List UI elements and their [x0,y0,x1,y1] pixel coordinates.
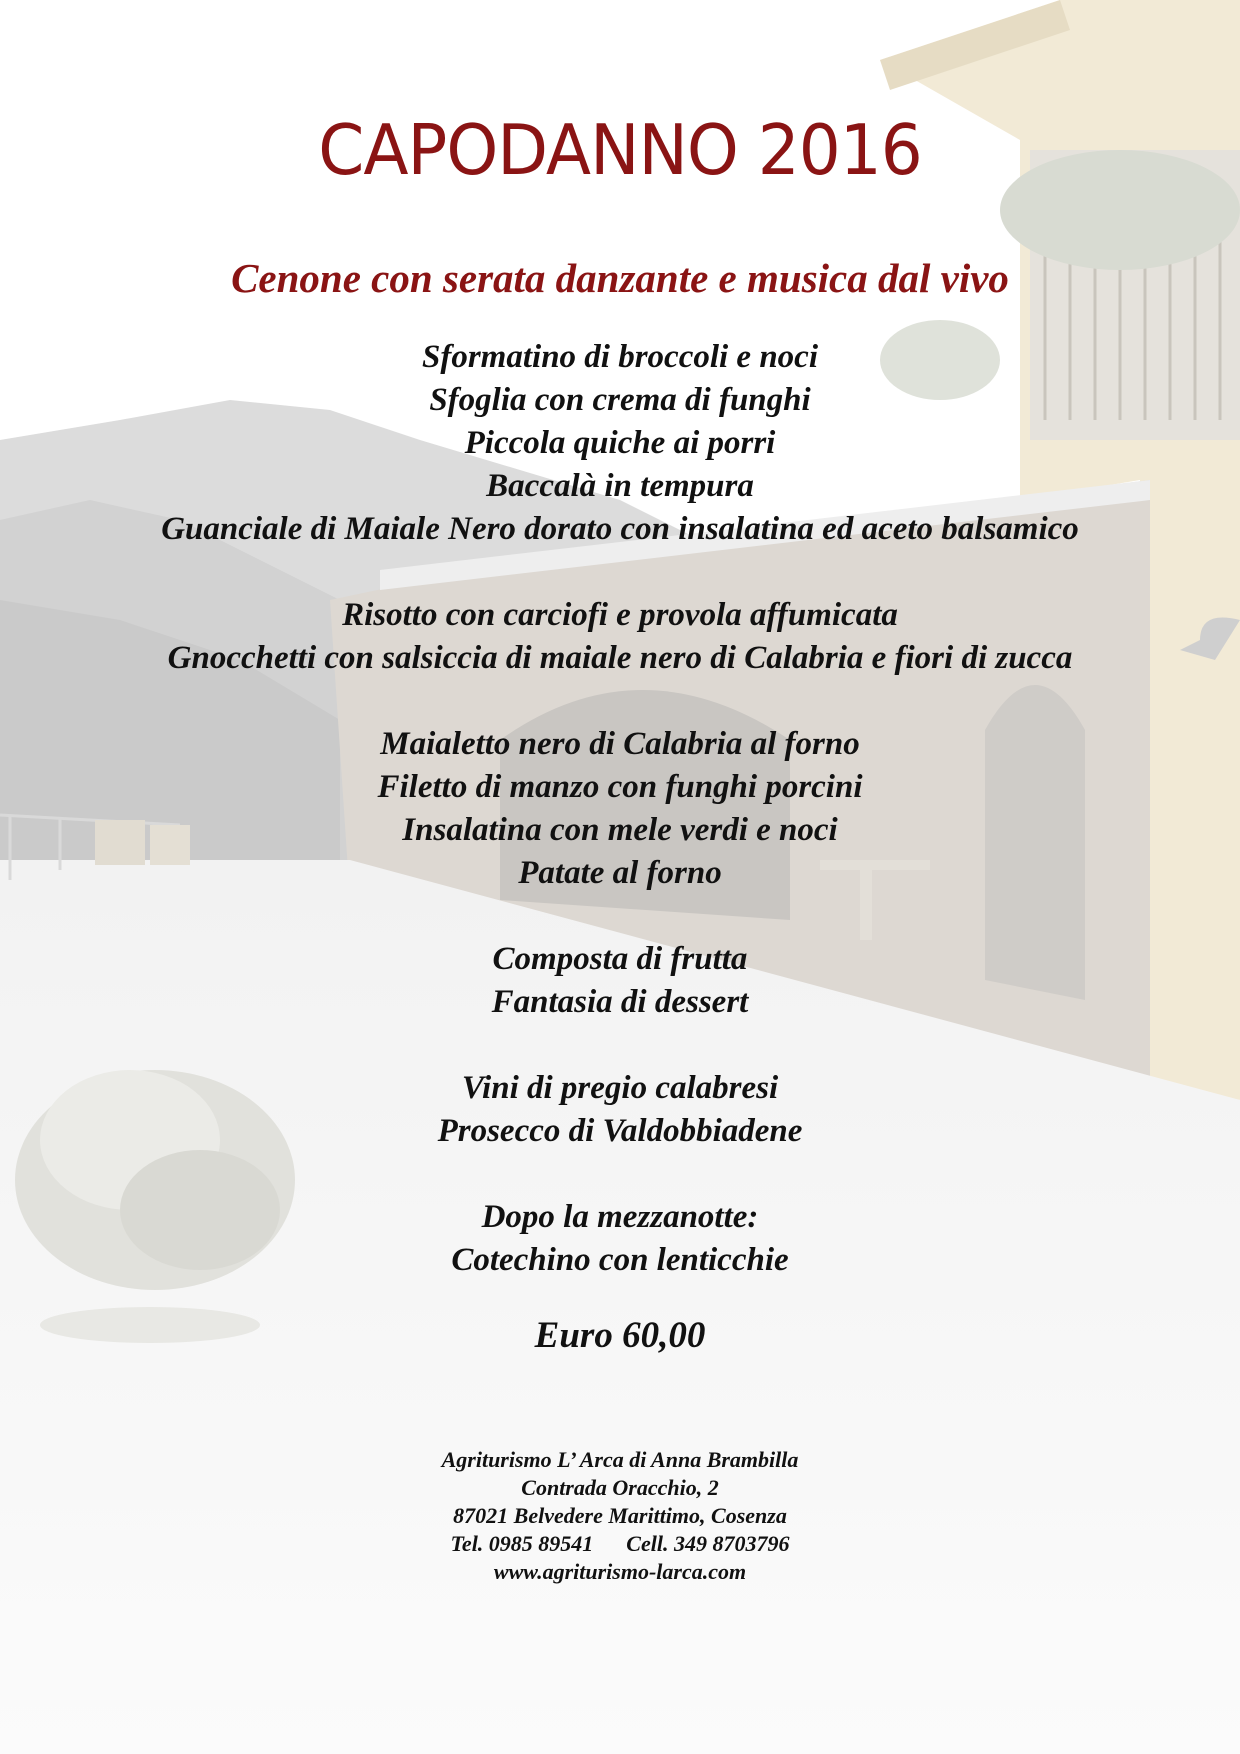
menu-group-primi [0,594,1240,680]
menu-item: Dopo la mezzanotte: [481,1199,759,1235]
menu-item: Risotto con carciofi e provola affumicata [342,597,898,633]
price: Euro 60,00 [534,1315,706,1356]
menu-item: Cotechino con lenticchie [451,1242,789,1278]
menu-group-secondi [0,723,1240,895]
menu-item: Patate al forno [518,855,722,891]
menu-item: Sformatino di broccoli e noci [422,339,818,375]
menu-item: Baccalà in tempura [486,468,754,504]
menu-item: Vini di pregio calabresi [461,1070,779,1106]
street-address: Contrada Oracchio, 2 [521,1475,719,1500]
menu-item: Fantasia di dessert [491,984,749,1020]
menu-item: Prosecco di Valdobbiadene [437,1113,803,1149]
menu-item: Guanciale di Maiale Nero dorato con insalatina ed aceto balsamico [161,511,1079,547]
page-subtitle: Cenone con serata danzante e musica dal vivo [231,255,1009,301]
menu-group-dolci [0,938,1240,1024]
website-link[interactable]: www.agriturismo-larca.com [493,1559,747,1584]
menu-item: Gnocchetti con salsiccia di maiale nero di Calabria e fiori di zucca [167,640,1073,676]
menu-group-vini [0,1067,1240,1153]
menu-item: Filetto di manzo con funghi porcini [377,769,863,805]
page-title: CAPODANNO 2016 [318,110,922,191]
menu-group-antipasti [0,336,1240,551]
menu-list [0,336,1240,1325]
city-address: 87021 Belvedere Marittimo, Cosenza [453,1503,787,1528]
phone-numbers: Tel. 0985 89541 Cell. 349 8703796 [450,1531,790,1556]
menu-item: Maialetto nero di Calabria al forno [380,726,860,762]
menu-item: Sfoglia con crema di funghi [429,382,811,418]
menu-item: Piccola quiche ai porri [464,425,776,461]
business-name: Agriturismo L’ Arca di Anna Brambilla [441,1447,799,1472]
menu-item: Insalatina con mele verdi e noci [402,812,838,848]
menu-group-mezzanotte [0,1196,1240,1282]
menu-item: Composta di frutta [492,941,748,977]
contact-footer [0,1446,1240,1586]
